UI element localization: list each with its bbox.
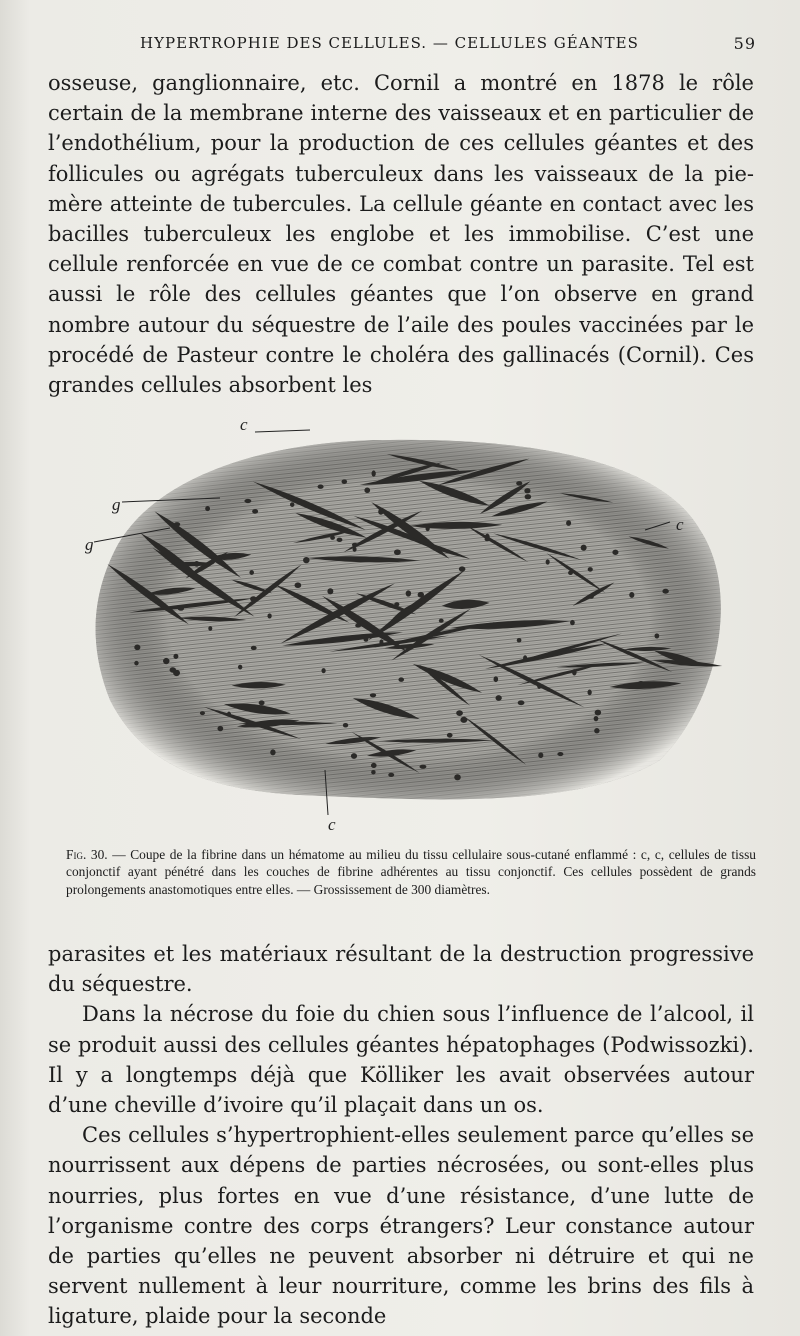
cell-nucleus [371, 763, 377, 768]
figure-label-g-upper: g [112, 495, 121, 514]
cell-nucleus [398, 677, 404, 681]
cell-nucleus [343, 723, 348, 728]
paragraph: parasites et les matériaux résultant de la destruction progressive du séquestre. [48, 942, 754, 997]
cell-nucleus [378, 509, 383, 515]
caption-text: — Coupe de la fibrine dans un hématome au milieu du tissu cellulaire sous-cutané enflammé : c, c, cellules de tissu conjonctif ayant pénétré dans les couches de fibrine adhérentes au tissu conjonctif. Ces cellules possèdent de grands prolongements anastomotiques entre elles. — Grossissement de 300 diamètres. [66, 847, 756, 897]
figure-label-g-lower: g [85, 535, 94, 554]
cell-nucleus [516, 481, 522, 485]
cell-nucleus [250, 596, 257, 601]
cell-nucleus [295, 582, 302, 588]
cell-nucleus [494, 676, 499, 682]
cell-nucleus [353, 547, 357, 552]
cell-nucleus [517, 638, 522, 643]
cell-nucleus [594, 728, 599, 733]
page-number: 59 [733, 34, 756, 53]
cell-nucleus [419, 765, 426, 769]
cell-nucleus [662, 589, 668, 594]
cell-nucleus [327, 588, 333, 594]
cell-nucleus [572, 669, 577, 675]
running-head [40, 34, 760, 58]
cell-nucleus [459, 566, 466, 571]
cell-nucleus [371, 770, 376, 774]
cell-nucleus [251, 646, 257, 650]
cell-nucleus [388, 773, 394, 777]
cell-nucleus [537, 683, 541, 689]
fibrin-section-engraving [60, 400, 760, 832]
cell-nucleus [355, 623, 361, 627]
running-head-title: HYPERTROPHIE DES CELLULES. — CELLULES GÉANTES [140, 34, 639, 52]
cell-nucleus [200, 711, 205, 715]
cell-nucleus [496, 695, 502, 701]
cell-nucleus [342, 479, 348, 484]
cell-nucleus [163, 658, 170, 664]
cell-nucleus [252, 509, 258, 514]
cell-nucleus [364, 487, 370, 493]
figure-illustration [60, 400, 760, 832]
cell-nucleus [352, 543, 358, 547]
cell-nucleus [524, 488, 530, 493]
paragraph: Ces cellules s’hypertrophient-elles seulement parce qu’elles se nourrissent aux dépens de parties nécrosées, ou sont-elles plus nourries, plus fortes en vue d’une résistance, d’une lutte de l’organisme contre des corps étrangers? Leur constance autour de parties qu’elles ne peuvent absorber ni détruire et qui ne servent nullement à leur nourriture, comme les brins des fils à ligature, plaide pour la seconde [48, 1123, 754, 1329]
cell-nucleus [406, 590, 411, 596]
cell-nucleus [456, 710, 463, 716]
cell-nucleus [173, 654, 178, 659]
figure-label-c-top: c [240, 415, 248, 434]
cell-nucleus [447, 733, 453, 738]
cell-nucleus [217, 726, 223, 731]
figure-caption [48, 846, 756, 898]
cell-nucleus [538, 752, 543, 758]
paragraph: Dans la nécrose du foie du chien sous l’influence de l’alcool, il se produit aussi des cellules géantes hépatophages (Podwissozki). Il y a longtemps déjà que Kölliker les avait observées autour d’une cheville d’ivoire qu’il plaçait dans un os. [48, 1002, 754, 1118]
cell-nucleus [454, 774, 461, 780]
cell-nucleus [249, 570, 254, 575]
cell-nucleus [194, 561, 200, 567]
cell-nucleus [485, 537, 490, 541]
cell-nucleus [379, 639, 383, 645]
cell-nucleus [654, 633, 659, 638]
cell-nucleus [394, 602, 399, 606]
cell-nucleus [460, 717, 467, 723]
cell-nucleus [174, 559, 179, 564]
cell-nucleus [638, 681, 644, 685]
cell-nucleus [178, 607, 184, 611]
cell-nucleus [588, 594, 594, 598]
cell-nucleus [629, 592, 634, 598]
cell-nucleus [525, 494, 532, 499]
cell-nucleus [439, 619, 444, 623]
cell-nucleus [418, 592, 424, 598]
cell-nucleus [259, 700, 265, 705]
cell-nucleus [270, 749, 275, 755]
cell-nucleus [321, 668, 325, 673]
figure-label-c-right: c [676, 515, 684, 534]
cell-nucleus [394, 549, 401, 555]
cell-nucleus [370, 693, 376, 697]
cell-nucleus [134, 644, 140, 650]
cell-nucleus [290, 502, 294, 507]
cell-nucleus [208, 626, 212, 631]
cell-nucleus [612, 550, 618, 555]
cell-nucleus [581, 545, 587, 551]
cell-nucleus [518, 700, 525, 705]
cell-nucleus [170, 667, 176, 672]
figure-number: Fig. 30. [66, 847, 108, 862]
cell-nucleus [566, 520, 571, 526]
cell-nucleus [267, 613, 271, 618]
figure-label-c-bottom: c [328, 815, 336, 832]
cell-nucleus [318, 484, 324, 488]
cell-nucleus [244, 499, 251, 503]
paragraph: osseuse, ganglionnaire, etc. Cornil a montré en 1878 le rôle certain de la membrane interne des vaisseaux et en particulier de l’endothélium, pour la production de ces cellules géantes et des follicules ou agrégats tuberculeux dans les vaisseaux de la pie-mère atteinte de tubercules. La cellule géante en contact avec les bacilles tuberculeux les englobe et les immobilise. C’est une cellule renforcée en vue de ce combat contre un parasite. Tel est aussi le rôle des cellules géantes que l’on observe en grand nombre autour du séquestre de l’aile des poules vaccinées par le procédé de Pasteur contre le choléra des gallinacés (Cornil). Ces grandes cellules absorbent les [48, 71, 754, 398]
body-text-top [48, 68, 754, 400]
cell-nucleus [134, 661, 138, 666]
cell-nucleus [372, 470, 376, 476]
cell-nucleus [595, 710, 602, 716]
cell-nucleus [205, 506, 210, 511]
cell-nucleus [570, 620, 575, 625]
cell-nucleus [364, 637, 369, 641]
cell-nucleus [546, 559, 550, 564]
cell-nucleus [568, 571, 573, 575]
cell-nucleus [337, 538, 343, 542]
cell-nucleus [238, 665, 242, 670]
cell-nucleus [523, 655, 527, 661]
cell-nucleus [557, 752, 563, 756]
cell-nucleus [587, 689, 591, 695]
body-text-bottom [48, 939, 754, 1332]
cell-nucleus [426, 525, 430, 531]
cell-nucleus [174, 522, 180, 526]
cell-nucleus [351, 753, 357, 759]
cell-nucleus [588, 567, 593, 572]
cell-nucleus [303, 557, 309, 563]
cell-nucleus [330, 536, 335, 540]
cell-nucleus [594, 716, 599, 721]
cell-nucleus [227, 712, 231, 717]
